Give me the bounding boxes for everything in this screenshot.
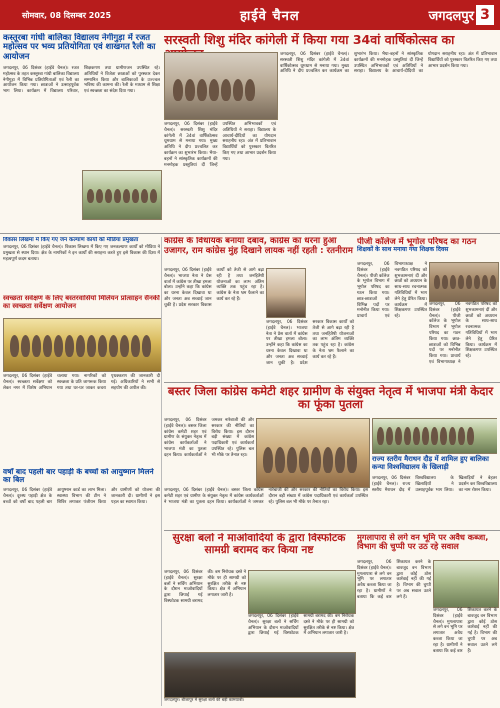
- article-ayushman: [3, 468, 160, 706]
- article-effigy: [164, 385, 497, 415]
- article-congress-body-cont: जगदलपुर, 06 दिसंबर (हाईवे चैनल)। भाजपा नेता ने प्रेस वार्ता में कांग्रेस पर तीखा हमला बोला। उन्होंने कहा कि कांग्रेस का धरना केवल दिखावा था और जनता अब सच्चाई जान चुकी है। प्रदेश सरकार विकास कार्यों को तेजी से आगे बढ़ा रही है तथा जनहितैषी योजनाओं का लाभ अंतिम व्यक्ति तक पहुंच रहा है। कांग्रेस के नेता भ्रम फैलाने का कार्य कर रहे हैं।: [266, 320, 354, 366]
- article-headline: कस्तूरबा गांधी बालिका विद्यालय नेगीगुड़ा में रजत महोत्सव पर भव्य प्रतियोगिता एवं शाखगत रैली का आयोजन: [3, 33, 156, 61]
- article-kasturba: [3, 33, 160, 263]
- article-body: जगदलपुर, 06 दिसंबर (हाईवे चैनल)। विकास लिखमा में किए गए जनकल्याण कार्यों को मीडिया ने प्रमुखता से स्थान दिया। क्षेत्र के नागरिकों ने इन कार्यों की सराहना करते हुए इसे विकास की दिशा में महत्वपूर्ण कदम बताया।: [3, 245, 160, 262]
- article-body: जगदलपुर, 06 दिसंबर (हाईवे चैनल)। राज्य स्तरीय मैराथन दौड़ में विश्वविद्यालय के खिलाड़ियों ने उत्साहपूर्वक भाग लिया। खिलाड़ियों ने बेहतर प्रदर्शन कर विश्वविद्यालय का नाम रोशन किया।: [372, 476, 497, 493]
- article-explosives: [164, 533, 354, 567]
- article-marathon: [372, 418, 497, 528]
- article-headline: बस्तर जिला कांग्रेस कमेटी शहर ग्रामीण के संयुक्त नेतृत्व में भाजपा मंत्री केदार का फूंका पुतला: [167, 385, 494, 411]
- crowd-silhouettes: [10, 335, 151, 357]
- column-divider: [161, 237, 162, 706]
- photo-swachhata-team: [3, 318, 162, 372]
- newspaper-name: हाईवे चैनल: [239, 9, 300, 24]
- article-explosives-body-cont: जगदलपुर, 06 दिसंबर (हाईवे चैनल)। सुरक्षा बलों ने सर्चिंग अभियान के दौरान माओवादियों द्वारा छिपाई गई विस्फोटक सामग्री बरामद की। बम निरोधक दस्ते ने मौके पर ही सामग्री को सुरक्षित तरीके से नष्ट किया। क्षेत्र में अभियान लगातार जारी है।: [248, 614, 354, 637]
- article-saraswati-body: जगदलपुर, 06 दिसंबर (हाईवे चैनल)। सरस्वती शिशु मंदिर कांगेली में 34वां वार्षिकोत्सव धूमधाम से मनाया गया। मुख्य अतिथि ने दीप प्रज्वलित कर कार्यक्रम का शुभारंभ किया। भैया-बहनों ने सांस्कृतिक कार्यक्रमों की मनमोहक प्रस्तुतियां दीं जिन्हें उपस्थित अभिभावकों एवं अतिथियों ने सराहा। विद्यालय के आचार्य-दीदियों का योगदान सराहनीय रहा। अंत में प्रतिभावान विद्यार्थियों को पुरस्कार वितरित किए गए तथा आभार प्रदर्शन किया गया।: [280, 52, 497, 75]
- photo-annual-function: [164, 52, 278, 120]
- article-effigy-body-cont: जगदलपुर, 06 दिसंबर (हाईवे चैनल)। बस्तर जिला कांग्रेस कमेटी शहर एवं ग्रामीण के संयुक्त नेतृत्व में कांग्रेस कार्यकर्ताओं ने भाजपा मंत्री का पुतला दहन किया। कार्यकर्ताओं ने जमकर नारेबाजी की और सरकार की नीतियों का विरोध किया। इस दौरान बड़ी संख्या में कांग्रेस पदाधिकारी एवं कार्यकर्ता उपस्थित रहे। पुलिस बल भी मौके पर तैनात रहा।: [164, 488, 368, 505]
- article-effigy-body: जगदलपुर, 06 दिसंबर (हाईवे चैनल)। बस्तर जिला कांग्रेस कमेटी शहर एवं ग्रामीण के संयुक्त नेतृत्व में कांग्रेस कार्यकर्ताओं ने भाजपा मंत्री का पुतला दहन किया। कार्यकर्ताओं ने जमकर नारेबाजी की और सरकार की नीतियों का विरोध किया। इस दौरान बड़ी संख्या में कांग्रेस पदाधिकारी एवं कार्यकर्ता उपस्थित रहे। पुलिस बल भी मौके पर तैनात रहा।: [164, 418, 254, 458]
- divider: [0, 233, 500, 234]
- article-body: जगदलपुर, 06 दिसंबर (हाईवे चैनल)। दूरस्थ पहाड़ी क्षेत्र के बच्चों को वर्षों बाद पहली बार आयुष्मान कार्ड का लाभ मिला। स्वास्थ्य विभाग की टीम ने शिविर लगाकर पंजीयन किया और ग्रामीणों को योजना की जानकारी दी। ग्रामीणों ने इस पहल का स्वागत किया।: [3, 488, 160, 505]
- photo-politician-portrait: [266, 268, 306, 318]
- masthead: [0, 0, 500, 30]
- article-vikas: [3, 237, 160, 295]
- divider: [164, 382, 500, 383]
- article-headline: सुरक्षा बलों ने माओवादियों के द्वारा विस्फोटक सामग्री बरामद कर किया नष्ट: [172, 533, 346, 556]
- photo-marathon-team: [372, 418, 497, 454]
- photo-students-rally: [82, 170, 162, 220]
- article-headline: सरस्वती शिशु मंदिर कांगेली में किया गया 34वां वार्षिकोत्सव का: [164, 33, 455, 47]
- article-forest-body-cont: जगदलपुर, 06 दिसंबर (हाईवे चैनल)। मुगलापारा से लगे वन भूमि पर लगातार अवैध कब्जा किया जा रहा है। ग्रामीणों ने बताया कि कई बार शिकायत करने के बावजूद वन विभाग द्वारा कोई ठोस कार्रवाई नहीं की गई है। विभाग की चुप्पी पर अब सवाल उठने लगे हैं।: [433, 608, 497, 654]
- article-body: जगदलपुर, 06 दिसंबर (हाईवे चैनल)। रजत महोत्सव के तहत कस्तूरबा गांधी बालिका विद्यालय नेगीगुड़ा में विभिन्न प्रतियोगिताओं एवं रैली का आयोजन किया गया। छात्राओं ने उत्साहपूर्वक भाग लिया। कार्यक्रम में विद्यालय परिवार, शिक्षकगण तथा ग्रामीणजन उपस्थित रहे। अतिथियों ने विजेता छात्राओं को पुरस्कार देकर सम्मानित किया और बालिकाओं के उज्ज्वल भविष्य की कामना की। रैली के माध्यम से शिक्षा एवं स्वच्छता का संदेश दिया गया।: [3, 66, 160, 95]
- crowd-silhouettes: [377, 427, 474, 445]
- photo-forest-land: [433, 560, 499, 608]
- article-headline: विकास लिखमा में किए गए जन कल्याण कार्यों को मीडिया प्रमुखता: [3, 237, 139, 243]
- article-forest-body: जगदलपुर, 06 दिसंबर (हाईवे चैनल)। मुगलापारा से लगे वन भूमि पर लगातार अवैध कब्जा किया जा रहा है। ग्रामीणों ने बताया कि कई बार शिकायत करने के बावजूद वन विभाग द्वारा कोई ठोस कार्रवाई नहीं की गई है। विभाग की चुप्पी पर अब सवाल उठने लगे हैं।: [357, 560, 431, 600]
- article-congress-body: जगदलपुर, 06 दिसंबर (हाईवे चैनल)। भाजपा नेता ने प्रेस वार्ता में कांग्रेस पर तीखा हमला बोला। उन्होंने कहा कि कांग्रेस का धरना केवल दिखावा था और जनता अब सच्चाई जान चुकी है। प्रदेश सरकार विकास कार्यों को तेजी से आगे बढ़ा रही है तथा जनहितैषी योजनाओं का लाभ अंतिम व्यक्ति तक पहुंच रहा है। कांग्रेस के नेता भ्रम फैलाने का कार्य कर रहे हैं।: [164, 268, 264, 308]
- photo-effigy-protest: [256, 418, 370, 488]
- article-headline: कांग्रेस के विधायक बनाया दबाव, कांग्रेस का धरना हुआ उजागर, राम कांग्रेस मुंह दिखाने लायक नहीं रहती : रतनीराम: [164, 237, 353, 256]
- article-headline: मुगलापारा से लगे वन भूमि पर अवैध कब्जा, विभाग की चुप्पी पर उठ रहे सवाल: [357, 533, 489, 552]
- divider: [164, 530, 500, 531]
- article-pg-body: जगदलपुर, 06 दिसंबर (हाईवे चैनल)। पीजी कॉलेज के भूगोल विभाग में भूगोल परिषद का गठन किया गया। छात्र-छात्राओं को विभिन्न पदों पर मनोनीत किया गया। प्राचार्य एवं विभागाध्यक्ष ने नवगठित परिषद को शुभकामनाएं दीं और छात्रों को अध्ययन के साथ-साथ रचनात्मक गतिविधियों में भाग लेने हेतु प्रेरित किया। कार्यक्रम में शिक्षकगण उपस्थित रहे।: [357, 262, 427, 320]
- article-subhead: शिक्षकों के साथ मनाया गया शिक्षक दिवस: [357, 246, 449, 254]
- issue-date: सोमवार, 08 दिसम्बर 2025: [22, 10, 112, 20]
- article-headline: पीजी कॉलेज में भूगोल परिषद का गठन: [357, 237, 477, 246]
- article-headline: वर्षों बाद पहली बार पहाड़ी के बच्चों को आयुष्मान मिलने का बिल: [3, 468, 154, 485]
- photo-explosive-destruction: [164, 652, 356, 698]
- article-explosives-body: जगदलपुर, 06 दिसंबर (हाईवे चैनल)। सुरक्षा बलों ने सर्चिंग अभियान के दौरान माओवादियों द्वारा छिपाई गई विस्फोटक सामग्री बरामद की। बम निरोधक दस्ते ने मौके पर ही सामग्री को सुरक्षित तरीके से नष्ट किया। क्षेत्र में अभियान लगातार जारी है।: [164, 570, 246, 604]
- article-saraswati-body-cont: जगदलपुर, 06 दिसंबर (हाईवे चैनल)। सरस्वती शिशु मंदिर कांगेली में 34वां वार्षिकोत्सव धूमधाम से मनाया गया। मुख्य अतिथि ने दीप प्रज्वलित कर कार्यक्रम का शुभारंभ किया। भैया-बहनों ने सांस्कृतिक कार्यक्रमों की मनमोहक प्रस्तुतियां दीं जिन्हें उपस्थित अभिभावकों एवं अतिथियों ने सराहा। विद्यालय के आचार्य-दीदियों का योगदान सराहनीय रहा। अंत में प्रतिभावान विद्यार्थियों को पुरस्कार वितरित किए गए तथा आभार प्रदर्शन किया गया।: [164, 122, 276, 168]
- article-headline: राज्य स्तरीय मैराथन दौड़ में शामिल हुए बालिका कन्या विश्वविद्यालय के खिलाड़ी: [372, 455, 489, 471]
- crowd-silhouettes: [263, 447, 357, 473]
- article-headline: स्वच्छता सर्वेक्षण के लिए बस्तरवासियों मिलियन प्रोत्साहन सैनकी का स्वच्छता सर्वेक्षण आयोजन: [3, 295, 160, 310]
- article-swachhata-body: जगदलपुर, 06 दिसंबर (हाईवे चैनल)। स्वच्छता सर्वेक्षण को लेकर नगर में विशेष अभियान चलाया गया। नागरिकों को स्वच्छता के प्रति जागरूक किया गया तथा घर-घर जाकर कचरा पृथक्करण की जानकारी दी गई। अधिकारियों ने सभी से सहयोग की अपील की।: [3, 374, 160, 391]
- article-pg-body-cont: जगदलपुर, 06 दिसंबर (हाईवे चैनल)। पीजी कॉलेज के भूगोल विभाग में भूगोल परिषद का गठन किया गया। छात्र-छात्राओं को विभिन्न पदों पर मनोनीत किया गया। प्राचार्य एवं विभागाध्यक्ष ने नवगठित परिषद को शुभकामनाएं दीं और छात्रों को अध्ययन के साथ-साथ रचनात्मक गतिविधियों में भाग लेने हेतु प्रेरित किया। कार्यक्रम में शिक्षकगण उपस्थित रहे।: [429, 302, 497, 365]
- crowd-silhouettes: [87, 189, 157, 203]
- edition-city: जगदलपुर: [428, 9, 474, 24]
- photo-pg-college: [429, 262, 499, 302]
- crowd-silhouettes: [434, 275, 496, 289]
- crowd-silhouettes: [173, 79, 255, 101]
- photo-caption: जगदलपुर। बीजापुर में सुरक्षा बलों की बड़ी कामयाबी।: [164, 697, 245, 702]
- page-number: 3: [476, 5, 494, 25]
- photo-security-forces: [248, 570, 356, 614]
